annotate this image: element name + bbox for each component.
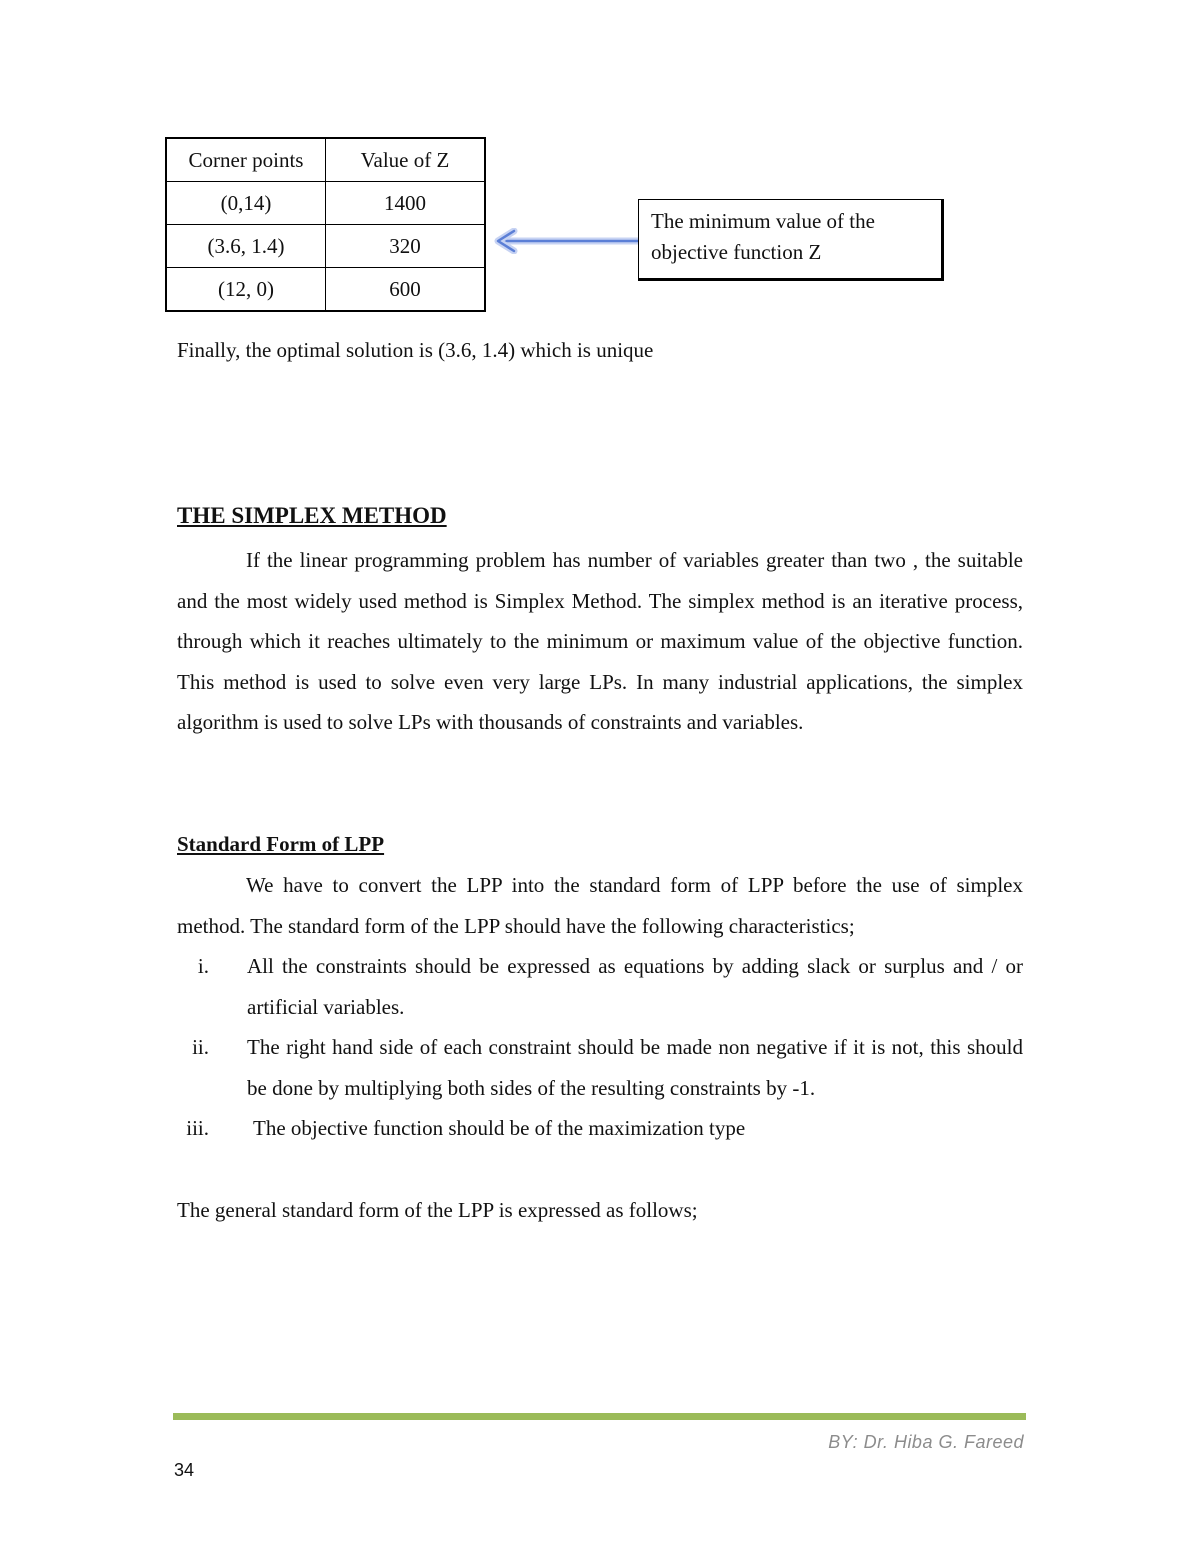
table-cell: (3.6, 1.4) — [166, 225, 326, 268]
header-corner-points: Corner points — [166, 138, 326, 182]
list-text: All the constraints should be expressed as equations by adding slack or surplus and / or artificial variables. — [247, 954, 1023, 1019]
footer-divider — [173, 1413, 1026, 1420]
page-number: 34 — [174, 1460, 195, 1480]
closing-text: The general standard form of the LPP is expressed as follows; — [177, 1198, 698, 1222]
table-row — [166, 182, 485, 225]
table-cell: (12, 0) — [166, 268, 326, 312]
corner-points-table — [165, 137, 486, 312]
callout-line-2: objective function Z — [651, 240, 822, 264]
table-cell: 320 — [326, 225, 486, 268]
table-cell: 1400 — [326, 182, 486, 225]
standard-form-paragraph: We have to convert the LPP into the standard form of LPP before the use of simplex method. The standard form of the LPP should have the following characteristics; — [177, 873, 1023, 938]
table-header-row — [166, 138, 485, 182]
table-cell: 600 — [326, 268, 486, 312]
table-row — [166, 225, 485, 268]
minimum-value-callout — [638, 199, 944, 281]
list-number: i. — [197, 954, 209, 978]
simplex-paragraph: If the linear programming problem has number of variables greater than two , the suitable and the most widely used method is Simplex Method. The simplex method is an iterative process, through which it reaches ultimately to the minimum or maximum value of the objective function. This method is used to solve even very large LPs. In many industrial applications, the simplex algorithm is used to solve LPs with thousands of constraints and variables. — [177, 548, 1023, 735]
table-cell: (0,14) — [166, 182, 326, 225]
section-title: THE SIMPLEX METHOD — [177, 503, 447, 528]
list-text: The objective function should be of the maximization type — [253, 1116, 746, 1140]
subsection-title: Standard Form of LPP — [177, 832, 385, 856]
footer-author: BY: Dr. Hiba G. Fareed — [828, 1432, 1024, 1452]
table-row — [166, 268, 485, 312]
optimal-solution-text: Finally, the optimal solution is (3.6, 1.4) which is unique — [177, 338, 654, 362]
header-value-of-z: Value of Z — [326, 138, 486, 182]
list-number: ii. — [192, 1035, 209, 1059]
callout-line-1: The minimum value of the — [651, 209, 875, 233]
left-arrow-icon — [492, 228, 642, 254]
list-text: The right hand side of each constraint should be made non negative if it is not, this should be done by multiplying both sides of the resulting constraints by -1. — [247, 1035, 1023, 1100]
list-number: iii. — [186, 1116, 209, 1140]
